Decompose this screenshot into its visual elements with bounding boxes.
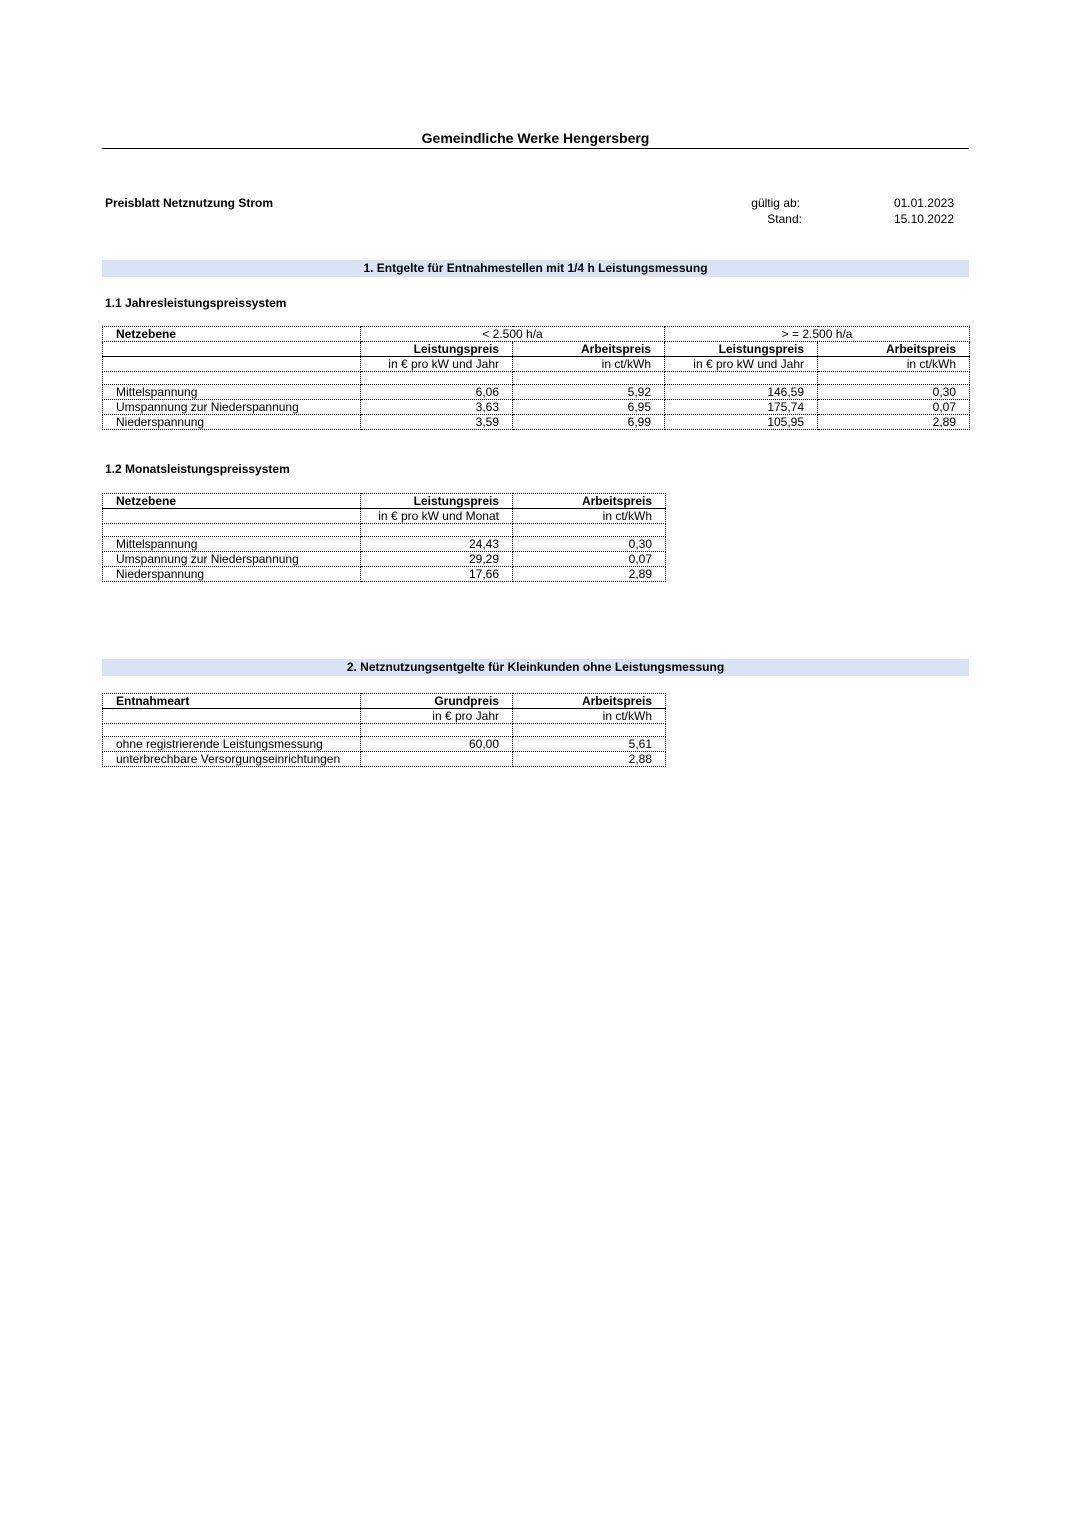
section-1-heading: 1. Entgelte für Entnahmestellen mit 1/4 h Leistungsmessung — [102, 260, 969, 277]
cell-value: 2,88 — [513, 752, 666, 767]
empty-cell — [103, 357, 361, 372]
cell-value: 3,63 — [361, 400, 513, 415]
table-spacer-row — [103, 372, 970, 385]
table-group-row — [103, 327, 970, 342]
valid-from-value: 01.01.2023 — [893, 196, 954, 210]
document-label: Preisblatt Netznutzung Strom — [105, 196, 274, 210]
cell-value: 0,30 — [513, 537, 666, 552]
subsection-1-1-heading: 1.1 Jahresleistungspreissystem — [105, 296, 287, 310]
cell-value: 29,29 — [361, 552, 513, 567]
section-2-heading: 2. Netznutzungsentgelte für Kleinkunden ohne Leistungsmessung — [102, 659, 969, 676]
empty-cell — [103, 509, 361, 524]
table-row — [103, 385, 970, 400]
unit-arbeit-low: in ct/kWh — [513, 357, 665, 372]
cell-value: 6,99 — [513, 415, 665, 430]
row-label: Umspannung zur Niederspannung — [103, 552, 361, 567]
cell-value: 146,59 — [665, 385, 818, 400]
row-label: Umspannung zur Niederspannung — [103, 400, 361, 415]
table-header-row — [103, 494, 666, 509]
monthly-price-table — [102, 493, 666, 582]
cell-value: 0,07 — [818, 400, 970, 415]
col-grundpreis: Grundpreis — [361, 694, 513, 709]
col-leistungspreis-high: Leistungspreis — [665, 342, 818, 357]
cell-value: 24,43 — [361, 537, 513, 552]
col-leistungspreis: Leistungspreis — [361, 494, 513, 509]
stand-value: 15.10.2022 — [893, 212, 954, 226]
col-netzebene: Netzebene — [103, 327, 361, 342]
unit-arbeit-high: in ct/kWh — [818, 357, 970, 372]
col-leistungspreis-low: Leistungspreis — [361, 342, 513, 357]
row-label: Niederspannung — [103, 567, 361, 582]
cell-value: 60,00 — [361, 737, 513, 752]
col-netzebene: Netzebene — [103, 494, 361, 509]
row-label: Mittelspannung — [103, 537, 361, 552]
col-entnahmeart: Entnahmeart — [103, 694, 361, 709]
col-arbeitspreis: Arbeitspreis — [513, 494, 666, 509]
table-row — [103, 537, 666, 552]
cell-value: 2,89 — [513, 567, 666, 582]
col-arbeitspreis-high: Arbeitspreis — [818, 342, 970, 357]
unit-leistung-high: in € pro kW und Jahr — [665, 357, 818, 372]
title-divider — [102, 148, 969, 149]
cell-value: 2,89 — [818, 415, 970, 430]
cell-value: 0,07 — [513, 552, 666, 567]
row-label: ohne registrierende Leistungsmessung — [103, 737, 361, 752]
table-spacer-row — [103, 524, 666, 537]
unit-leistung-low: in € pro kW und Jahr — [361, 357, 513, 372]
col-arbeitspreis-low: Arbeitspreis — [513, 342, 665, 357]
cell-value: 17,66 — [361, 567, 513, 582]
cell-value: 3,59 — [361, 415, 513, 430]
page-title: Gemeindliche Werke Hengersberg — [421, 130, 650, 146]
row-label: unterbrechbare Versorgungseinrichtungen — [103, 752, 361, 767]
cell-value — [361, 752, 513, 767]
cell-value: 6,06 — [361, 385, 513, 400]
col-arbeitspreis: Arbeitspreis — [513, 694, 666, 709]
small-customer-table — [102, 693, 666, 767]
unit-grund: in € pro Jahr — [361, 709, 513, 724]
table-unit-row — [103, 509, 666, 524]
table-row — [103, 400, 970, 415]
table-unit-row — [103, 709, 666, 724]
cell-value: 5,61 — [513, 737, 666, 752]
table-row — [103, 567, 666, 582]
empty-cell — [103, 342, 361, 357]
stand-label: Stand: — [767, 212, 802, 226]
table-header-row — [103, 694, 666, 709]
table-spacer-row — [103, 724, 666, 737]
cell-value: 175,74 — [665, 400, 818, 415]
unit-arbeit: in ct/kWh — [513, 509, 666, 524]
table-row — [103, 752, 666, 767]
table-header-row — [103, 342, 970, 357]
unit-leistung: in € pro kW und Monat — [361, 509, 513, 524]
group-above-2500: > = 2.500 h/a — [665, 327, 970, 342]
cell-value: 105,95 — [665, 415, 818, 430]
table-row — [103, 552, 666, 567]
table-unit-row — [103, 357, 970, 372]
annual-price-table — [102, 326, 970, 430]
group-below-2500: < 2.500 h/a — [361, 327, 665, 342]
valid-from-label: gültig ab: — [751, 196, 800, 210]
table-row — [103, 415, 970, 430]
cell-value: 5,92 — [513, 385, 665, 400]
subsection-1-2-heading: 1.2 Monatsleistungspreissystem — [105, 462, 290, 476]
row-label: Niederspannung — [103, 415, 361, 430]
cell-value: 0,30 — [818, 385, 970, 400]
cell-value: 6,95 — [513, 400, 665, 415]
table-row — [103, 737, 666, 752]
unit-arbeit: in ct/kWh — [513, 709, 666, 724]
empty-cell — [103, 709, 361, 724]
row-label: Mittelspannung — [103, 385, 361, 400]
